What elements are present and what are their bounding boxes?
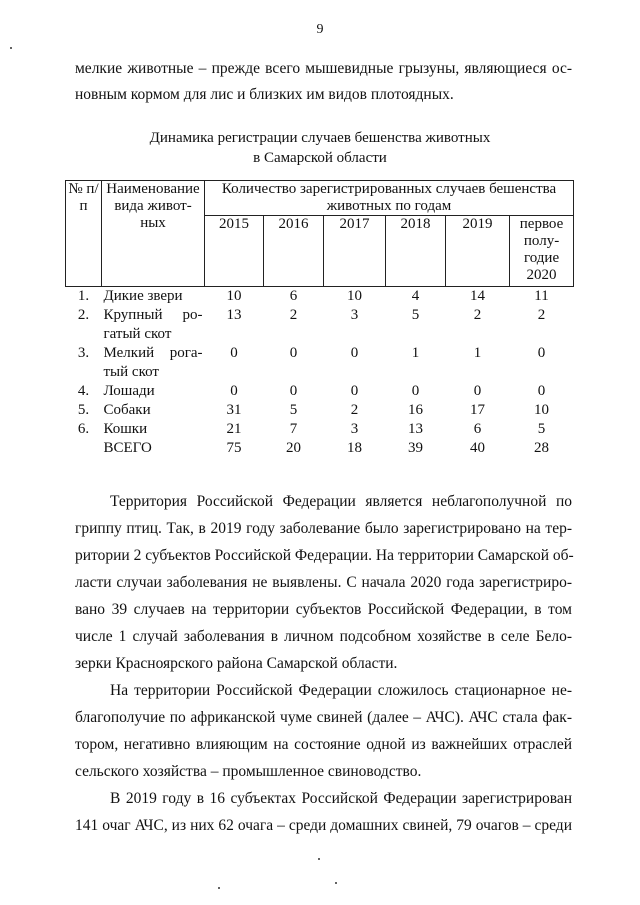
total-row bbox=[66, 439, 574, 458]
scan-speck bbox=[335, 882, 337, 884]
p2-line-4: сельского хозяйства – промышленное свиноводство. bbox=[75, 763, 422, 780]
cell-value: 0 bbox=[537, 383, 546, 399]
header-num: № п/п bbox=[66, 181, 102, 287]
row-num: 6. bbox=[77, 421, 90, 437]
table-row bbox=[66, 287, 574, 307]
table-row bbox=[66, 401, 574, 420]
cell-value: 5 bbox=[411, 307, 420, 323]
total-value: 28 bbox=[534, 440, 550, 456]
total-value: 18 bbox=[347, 440, 362, 456]
row-name-cont: тый скот bbox=[103, 364, 159, 380]
p1-line-5: вано 39 случаев на территории субъектов Российской Федерации, в том bbox=[75, 601, 572, 618]
total-value: 20 bbox=[286, 440, 301, 456]
cell-value: 0 bbox=[350, 383, 359, 399]
header-year-2020h1: первое полу-годие 2020 bbox=[510, 216, 574, 287]
row-num: 2. bbox=[77, 307, 90, 323]
scan-speck bbox=[10, 47, 12, 49]
cell-value: 13 bbox=[226, 307, 242, 323]
total-label: ВСЕГО bbox=[103, 440, 152, 456]
cell-value: 2 bbox=[537, 307, 546, 323]
header-group: Количество зарегистрированных случаев бешенства животных по годам bbox=[205, 181, 574, 216]
table-subtitle: в Самарской области bbox=[253, 150, 387, 166]
p3-line-1: В 2019 году в 16 субъектах Российской Федерации зарегистрирован bbox=[110, 790, 572, 807]
p1-line-2: гриппу птиц. Так, в 2019 году заболевание было зарегистрировано на тер- bbox=[75, 520, 572, 537]
header-year-2015: 2015 bbox=[205, 216, 264, 287]
cell-value: 0 bbox=[289, 383, 298, 399]
row-name: Мелкий рога- bbox=[103, 345, 203, 361]
p1-line-1: Территория Российской Федерации является неблагополучной по bbox=[110, 493, 572, 510]
cell-value: 0 bbox=[230, 383, 238, 399]
table-title: Динамика регистрации случаев бешенства животных bbox=[149, 130, 491, 146]
cell-value: 1 bbox=[411, 345, 420, 361]
p1-line-4: ласти случаи заболевания не выявлены. С начала 2020 года зарегистриро- bbox=[75, 574, 572, 591]
row-num: 3. bbox=[77, 345, 90, 361]
p1-line-6: числе 1 случай заболевания в личном подсобном хозяйстве в селе Бело- bbox=[75, 628, 572, 645]
row-name: Кошки bbox=[103, 421, 148, 437]
table-row bbox=[66, 344, 574, 363]
rabies-table bbox=[65, 180, 574, 458]
header-year-2016: 2016 bbox=[264, 216, 324, 287]
cell-value: 5 bbox=[537, 421, 546, 437]
total-value: 39 bbox=[408, 440, 423, 456]
p1-line-3: ритории 2 субъектов Российской Федерации. На территории Самарской об- bbox=[75, 547, 574, 564]
cell-value: 10 bbox=[534, 402, 550, 418]
table-row bbox=[66, 382, 574, 401]
row-name: Собаки bbox=[103, 402, 151, 418]
cell-value: 14 bbox=[470, 288, 485, 304]
row-name: Лошади bbox=[103, 383, 155, 399]
cell-value: 3 bbox=[350, 307, 359, 323]
total-value: 40 bbox=[470, 440, 485, 456]
p2-line-2: благополучие по африканской чуме свиней (далее – АЧС). АЧС стала фак- bbox=[75, 709, 572, 726]
cell-value: 31 bbox=[226, 402, 242, 418]
row-num: 5. bbox=[77, 402, 90, 418]
p1-line-7: зерки Красноярского района Самарской области. bbox=[75, 655, 398, 672]
cell-value: 2 bbox=[350, 402, 359, 418]
header-name: Наименование вида живот-ных bbox=[102, 181, 205, 287]
scan-speck bbox=[318, 858, 320, 860]
cell-value: 21 bbox=[226, 421, 242, 437]
header-year-2017: 2017 bbox=[324, 216, 386, 287]
cell-value: 5 bbox=[289, 402, 298, 418]
cell-value: 10 bbox=[347, 288, 362, 304]
cell-value: 2 bbox=[289, 307, 298, 323]
p3-line-2: 141 очаг АЧС, из них 62 очага – среди домашних свиней, 79 очагов – среди bbox=[75, 817, 572, 834]
cell-value: 16 bbox=[408, 402, 423, 418]
cell-value: 2 bbox=[473, 307, 482, 323]
intro-line-1: мелкие животные – прежде всего мышевидные грызуны, являющиеся ос- bbox=[75, 60, 572, 77]
cell-value: 13 bbox=[408, 421, 423, 437]
table-row bbox=[66, 306, 574, 325]
cell-value: 0 bbox=[230, 345, 238, 361]
page-number: 9 bbox=[316, 22, 324, 37]
total-value: 75 bbox=[226, 440, 242, 456]
intro-line-2: новным кормом для лис и близких им видов плотоядных. bbox=[75, 86, 454, 103]
cell-value: 3 bbox=[350, 421, 359, 437]
cell-value: 7 bbox=[289, 421, 298, 437]
cell-value: 4 bbox=[411, 288, 420, 304]
cell-value: 0 bbox=[289, 345, 298, 361]
cell-value: 0 bbox=[411, 383, 420, 399]
scan-speck bbox=[218, 887, 220, 889]
row-num: 1. bbox=[77, 288, 90, 304]
cell-value: 11 bbox=[534, 288, 549, 304]
cell-value: 1 bbox=[473, 345, 482, 361]
cell-value: 17 bbox=[470, 402, 485, 418]
header-year-2019: 2019 bbox=[446, 216, 510, 287]
row-name: Дикие звери bbox=[103, 288, 183, 304]
p2-line-3: тором, негативно влияющим на состояние одной из важнейших отраслей bbox=[75, 736, 572, 753]
table-row bbox=[66, 420, 574, 439]
cell-value: 6 bbox=[473, 421, 482, 437]
row-name: Крупный ро- bbox=[103, 307, 203, 323]
cell-value: 0 bbox=[537, 345, 546, 361]
cell-value: 10 bbox=[226, 288, 242, 304]
row-name-cont: гатый скот bbox=[103, 326, 172, 342]
table-row-cont bbox=[66, 363, 574, 382]
cell-value: 6 bbox=[289, 288, 298, 304]
header-year-2018: 2018 bbox=[386, 216, 446, 287]
row-num: 4. bbox=[77, 383, 90, 399]
p2-line-1: На территории Российской Федерации сложилось стационарное не- bbox=[110, 682, 572, 699]
cell-value: 0 bbox=[473, 383, 482, 399]
cell-value: 0 bbox=[350, 345, 359, 361]
table-row-cont bbox=[66, 325, 574, 344]
